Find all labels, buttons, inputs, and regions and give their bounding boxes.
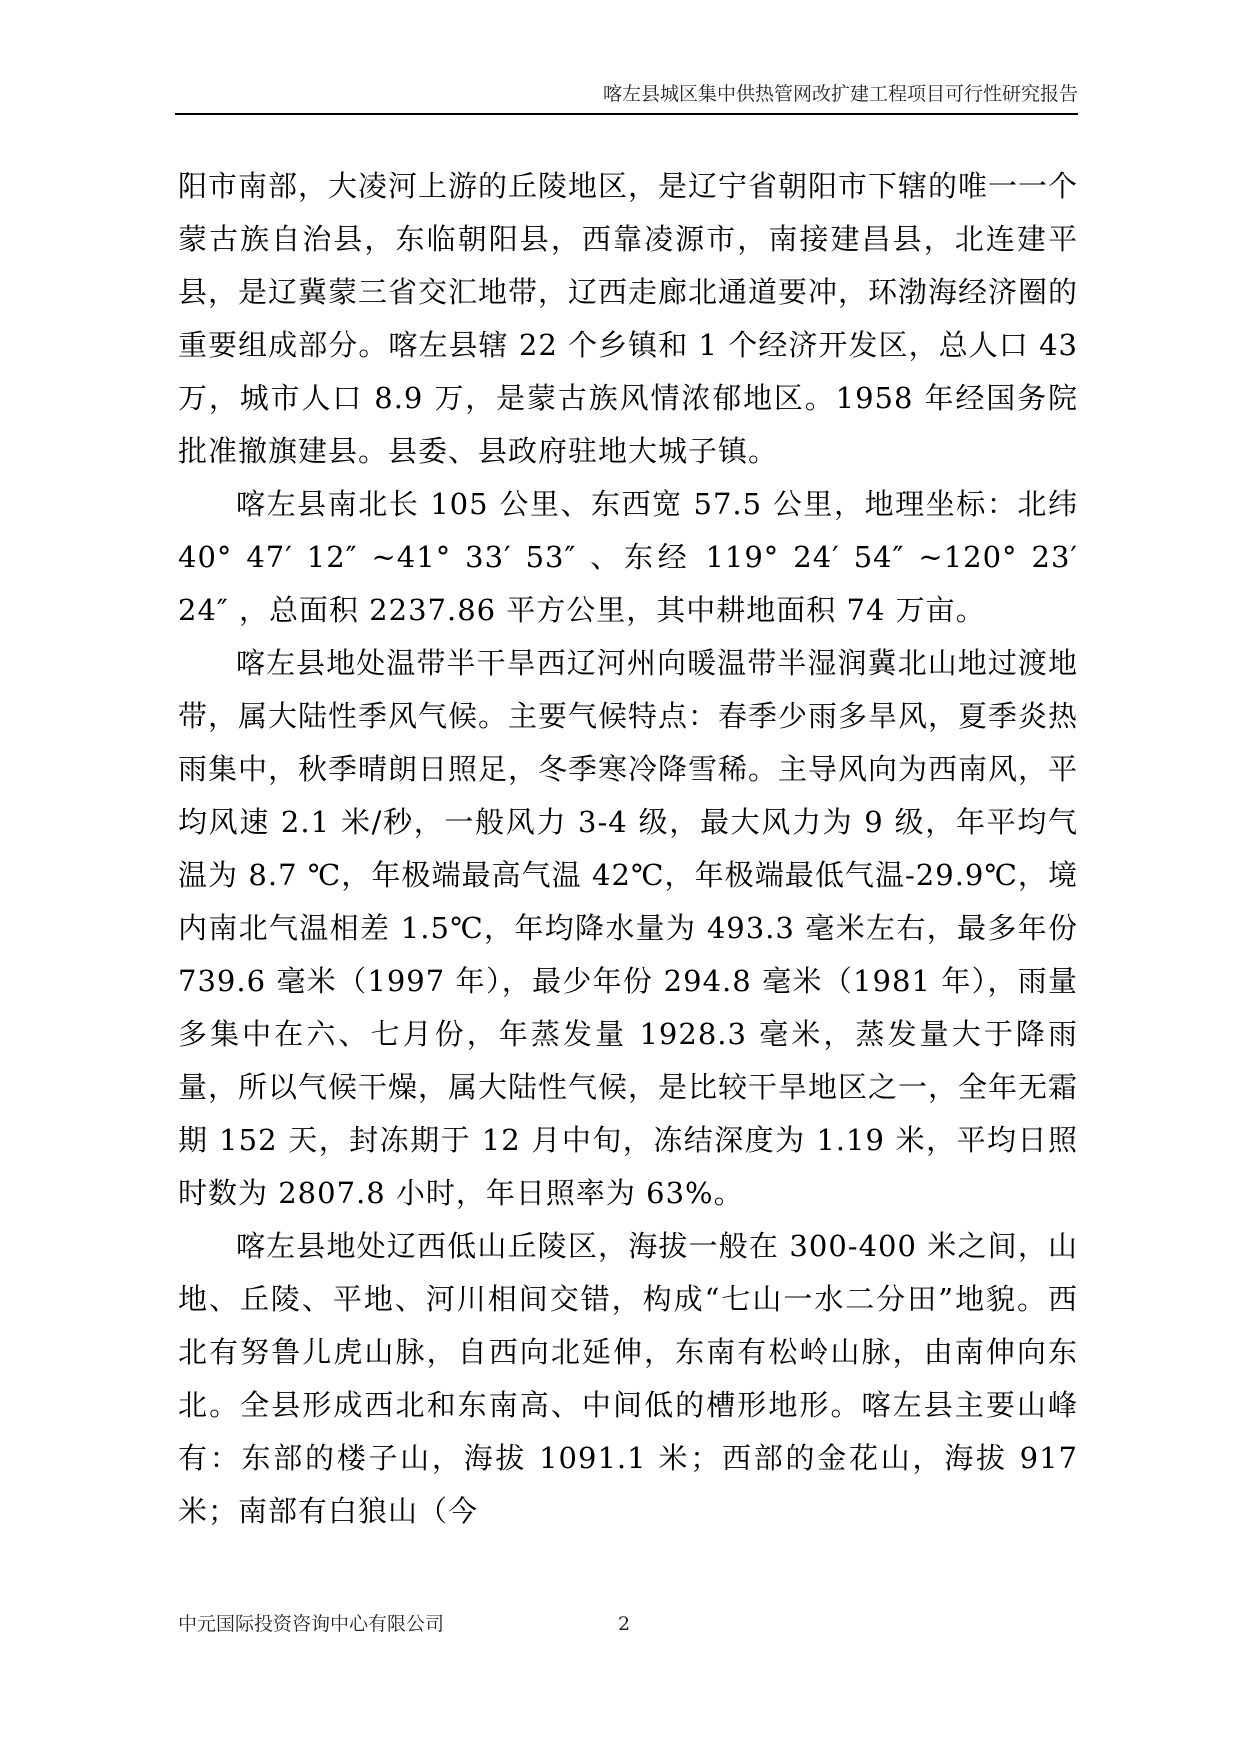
page-number: 2 <box>618 1613 631 1635</box>
paragraph-terrain: 喀左县地处辽西低山丘陵区，海拔一般在 300-400 米之间，山地、丘陵、平地、河川相间交错，构成“七山一水二分田”地貌。西北有努鲁儿虎山脉，自西向北延伸，东南有松岭山脉，由南伸向东北。全县形成西北和东南高、中间低的槽形地形。喀左县主要山峰有：东部的楼子山，海拔 1091.1 米；西部的金花山，海拔 917 米；南部有白狼山（今 <box>178 1229 1078 1528</box>
paragraph-climate: 喀左县地处温带半干旱西辽河州向暖温带半湿润冀北山地过渡地带，属大陆性季风气候。主要气候特点：春季少雨多旱风，夏季炎热雨集中，秋季晴朗日照足，冬季寒冷降雪稀。主导风向为西南风，平均风速 2.1 米/秒，一般风力 3-4 级，最大风力为 9 级，年平均气温为 8.7 ℃，年极端最高气温 42℃，年极端最低气温-29.9℃，境内南北气温相差 1.5℃，年均降水量为 493.3 毫米左右，最多年份 739.6 毫米（1997 年），最少年份 294.8 毫米（1981 年），雨量多集中在六、七月份，年蒸发量 1928.3 毫米，蒸发量大于降雨量，所以气候干燥，属大陆性气候，是比较干旱地区之一，全年无霜期 152 天，封冻期于 12 月中旬，冻结深度为 1.19 米，平均日照时数为 2807.8 小时，年日照率为 63%。 <box>178 646 1079 1210</box>
document-body <box>178 160 1078 1538</box>
header-divider <box>175 113 1078 115</box>
paragraph-geography: 喀左县南北长 105 公里、东西宽 57.5 公里，地理坐标：北纬 40° 47′ 12″ ~41° 33′ 53″ 、东经 119° 24′ 54″ ~120° 23′ 24″ ，总面积 2237.86 平方公里，其中耕地面积 74 万亩。 <box>178 487 1078 627</box>
paragraph-location: 阳市南部，大凌河上游的丘陵地区，是辽宁省朝阳市下辖的唯一一个蒙古族自治县，东临朝阳县，西靠凌源市，南接建昌县，北连建平县，是辽冀蒙三省交汇地带，辽西走廊北通道要冲，环渤海经济圈的重要组成部分。喀左县辖 22 个乡镇和 1 个经济开发区，总人口 43 万，城市人口 8.9 万，是蒙古族风情浓郁地区。1958 年经国务院批准撤旗建县。县委、县政府驻地大城子镇。 <box>178 169 1079 468</box>
running-header: 喀左县城区集中供热管网改扩建工程项目可行性研究报告 <box>602 83 1078 105</box>
footer-company: 中元国际投资咨询中心有限公司 <box>178 1613 445 1635</box>
